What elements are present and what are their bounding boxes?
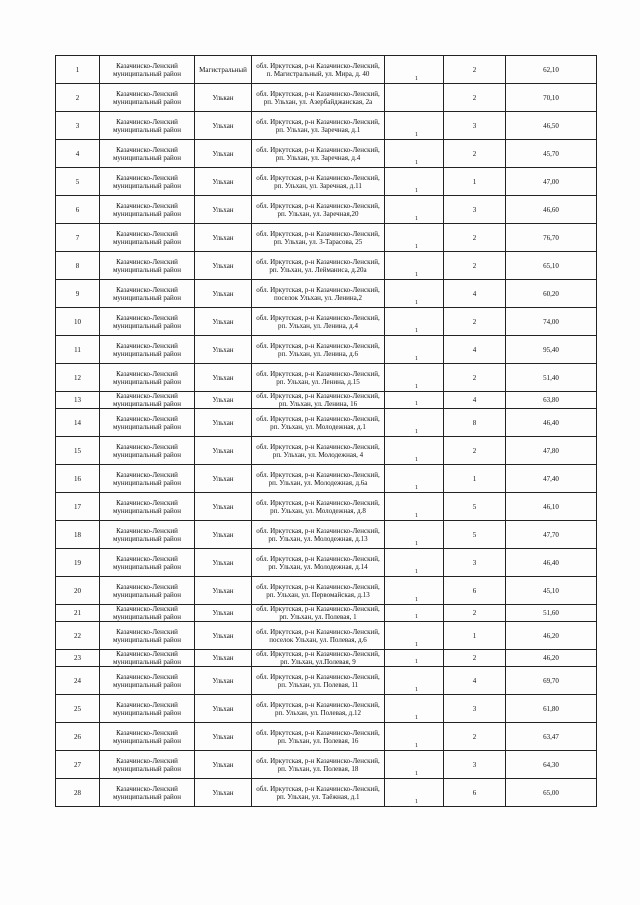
- address-cell: обл. Иркутская, р-н Казачинско-Ленский, рп. Ульхан, ул. Первомайская, д.13: [252, 577, 385, 605]
- row-number: 13: [56, 392, 100, 409]
- area-cell: 51,40: [506, 364, 597, 392]
- district-cell: Казачинско-Ленский муниципальный район: [100, 196, 195, 224]
- district-cell: Казачинско-Ленский муниципальный район: [100, 84, 195, 112]
- settlement-cell: Ульхан: [195, 751, 252, 779]
- district-cell: Казачинско-Ленский муниципальный район: [100, 465, 195, 493]
- settlement-cell: Ульхан: [195, 521, 252, 549]
- address-cell: обл. Иркутская, р-н Казачинско-Ленский, рп. Ульхан, ул. Полевая, 16: [252, 723, 385, 751]
- rooms-cell: 2: [444, 364, 506, 392]
- area-cell: 47,40: [506, 465, 597, 493]
- address-cell: обл. Иркутская, р-н Казачинско-Ленский, рп. Ульхан, ул. Молодежная, д.13: [252, 521, 385, 549]
- extra-cell: [385, 308, 444, 336]
- row-number: 28: [56, 779, 100, 807]
- address-cell: обл. Иркутская, р-н Казачинско-Ленский, рп. Ульхан, ул. Заречная, д.4: [252, 140, 385, 168]
- address-cell: обл. Иркутская, р-н Казачинско-Ленский, рп. Ульхан, ул. Заречная, д.11: [252, 168, 385, 196]
- district-cell: Казачинско-Ленский муниципальный район: [100, 779, 195, 807]
- table-row: [56, 196, 597, 224]
- district-cell: Казачинско-Ленский муниципальный район: [100, 224, 195, 252]
- rooms-cell: 2: [444, 650, 506, 667]
- address-cell: обл. Иркутская, р-н Казачинско-Ленский, рп. Ульхан, ул.Полевая, 9: [252, 650, 385, 667]
- address-cell: обл. Иркутская, р-н Казачинско-Ленский, рп. Ульхан, ул. Молодежная, д.1: [252, 409, 385, 437]
- rooms-cell: 3: [444, 695, 506, 723]
- row-number: 2: [56, 84, 100, 112]
- rooms-cell: 2: [444, 224, 506, 252]
- district-cell: Казачинско-Ленский муниципальный район: [100, 695, 195, 723]
- rooms-cell: 4: [444, 392, 506, 409]
- area-cell: 46,20: [506, 650, 597, 667]
- row-number: 24: [56, 667, 100, 695]
- extra-cell: [385, 252, 444, 280]
- extra-cell: [385, 622, 444, 650]
- district-cell: Казачинско-Ленский муниципальный район: [100, 605, 195, 622]
- rooms-cell: 8: [444, 409, 506, 437]
- settlement-cell: Ульхан: [195, 308, 252, 336]
- address-cell: обл. Иркутская, р-н Казачинско-Ленский, поселок Ульхан, ул. Ленина,2: [252, 280, 385, 308]
- address-cell: обл. Иркутская, р-н Казачинско-Ленский, рп. Ульхан, ул. З-Тарасова, 25: [252, 224, 385, 252]
- row-number: 9: [56, 280, 100, 308]
- area-cell: 63,80: [506, 392, 597, 409]
- extra-cell: [385, 392, 444, 409]
- extra-mark: 1: [415, 384, 418, 390]
- address-cell: обл. Иркутская, р-н Казачинско-Ленский, рп. Ульхан, ул. Молодежная, д.8: [252, 493, 385, 521]
- extra-mark: 1: [415, 485, 418, 491]
- settlement-cell: Ульхан: [195, 779, 252, 807]
- rooms-cell: 6: [444, 779, 506, 807]
- extra-mark: 1: [415, 244, 418, 250]
- row-number: 1: [56, 56, 100, 84]
- district-cell: Казачинско-Ленский муниципальный район: [100, 622, 195, 650]
- area-cell: 74,00: [506, 308, 597, 336]
- area-cell: 62,10: [506, 56, 597, 84]
- extra-cell: [385, 409, 444, 437]
- district-cell: Казачинско-Ленский муниципальный район: [100, 364, 195, 392]
- area-cell: 46,40: [506, 549, 597, 577]
- extra-cell: [385, 493, 444, 521]
- address-cell: обл. Иркутская, р-н Казачинско-Ленский, п. Магистральный, ул. Мира, д. 40: [252, 56, 385, 84]
- rooms-cell: 3: [444, 751, 506, 779]
- row-number: 16: [56, 465, 100, 493]
- settlement-cell: Ульхан: [195, 140, 252, 168]
- rooms-cell: 2: [444, 84, 506, 112]
- rooms-cell: 2: [444, 56, 506, 84]
- settlement-cell: Ульхан: [195, 577, 252, 605]
- settlement-cell: Ульхан: [195, 392, 252, 409]
- row-number: 4: [56, 140, 100, 168]
- address-cell: обл. Иркутская, р-н Казачинско-Ленский, рп. Ульхан, ул. Лейманиса, д.20а: [252, 252, 385, 280]
- district-cell: Казачинско-Ленский муниципальный район: [100, 112, 195, 140]
- rooms-cell: 3: [444, 112, 506, 140]
- extra-mark: 1: [415, 513, 418, 519]
- row-number: 15: [56, 437, 100, 465]
- row-number: 10: [56, 308, 100, 336]
- district-cell: Казачинско-Ленский муниципальный район: [100, 336, 195, 364]
- row-number: 14: [56, 409, 100, 437]
- address-cell: обл. Иркутская, р-н Казачинско-Ленский, рп. Ульхан, ул. Ленина, д.4: [252, 308, 385, 336]
- area-cell: 70,10: [506, 84, 597, 112]
- area-cell: 76,70: [506, 224, 597, 252]
- extra-cell: [385, 280, 444, 308]
- address-cell: обл. Иркутская, р-н Казачинско-Ленский, поселок Ульхан, ул. Полевая, д.6: [252, 622, 385, 650]
- extra-cell: [385, 196, 444, 224]
- settlement-cell: Ульхан: [195, 364, 252, 392]
- table-row: [56, 56, 597, 84]
- table-row: [56, 779, 597, 807]
- table-row: [56, 751, 597, 779]
- table-row: [56, 650, 597, 667]
- extra-mark: 1: [415, 715, 418, 721]
- settlement-cell: Ульхан: [195, 695, 252, 723]
- area-cell: 47,70: [506, 521, 597, 549]
- extra-cell: [385, 112, 444, 140]
- extra-cell: [385, 779, 444, 807]
- area-cell: 45,10: [506, 577, 597, 605]
- district-cell: Казачинско-Ленский муниципальный район: [100, 252, 195, 280]
- extra-cell: [385, 224, 444, 252]
- extra-mark: 1: [415, 771, 418, 777]
- address-cell: обл. Иркутская, р-н Казачинско-Ленский, рп. Ульхан, ул. Ленина, 16: [252, 392, 385, 409]
- area-cell: 47,00: [506, 168, 597, 196]
- table-row: [56, 465, 597, 493]
- table-row: [56, 112, 597, 140]
- rooms-cell: 1: [444, 465, 506, 493]
- row-number: 22: [56, 622, 100, 650]
- address-cell: обл. Иркутская, р-н Казачинско-Ленский, рп. Ульхан, ул. Азербайджанская, 2а: [252, 84, 385, 112]
- rooms-cell: 2: [444, 437, 506, 465]
- area-cell: 46,40: [506, 409, 597, 437]
- extra-cell: [385, 465, 444, 493]
- table-row: [56, 280, 597, 308]
- extra-mark: 1: [415, 743, 418, 749]
- row-number: 20: [56, 577, 100, 605]
- extra-mark: 1: [415, 76, 418, 82]
- address-cell: обл. Иркутская, р-н Казачинско-Ленский, рп. Ульхан, ул. Молодежная, д.6а: [252, 465, 385, 493]
- rooms-cell: 2: [444, 605, 506, 622]
- extra-mark: 1: [415, 614, 418, 620]
- address-cell: обл. Иркутская, р-н Казачинско-Ленский, рп. Ульхан, ул. Полевая, 18: [252, 751, 385, 779]
- extra-cell: [385, 751, 444, 779]
- district-cell: Казачинско-Ленский муниципальный район: [100, 308, 195, 336]
- housing-table: [55, 55, 597, 807]
- area-cell: 63,47: [506, 723, 597, 751]
- area-cell: 65,00: [506, 779, 597, 807]
- settlement-cell: Ульхан: [195, 409, 252, 437]
- area-cell: 47,80: [506, 437, 597, 465]
- extra-mark: 1: [415, 799, 418, 805]
- settlement-cell: Ульхан: [195, 224, 252, 252]
- row-number: 21: [56, 605, 100, 622]
- table-row: [56, 140, 597, 168]
- extra-mark: 1: [415, 569, 418, 575]
- row-number: 25: [56, 695, 100, 723]
- extra-cell: [385, 650, 444, 667]
- rooms-cell: 2: [444, 308, 506, 336]
- settlement-cell: Ульхан: [195, 280, 252, 308]
- row-number: 3: [56, 112, 100, 140]
- rooms-cell: 1: [444, 622, 506, 650]
- settlement-cell: Ульхан: [195, 493, 252, 521]
- settlement-cell: Ульхан: [195, 437, 252, 465]
- settlement-cell: Ульхан: [195, 650, 252, 667]
- rooms-cell: 4: [444, 667, 506, 695]
- settlement-cell: Ульхан: [195, 465, 252, 493]
- table-row: [56, 695, 597, 723]
- area-cell: 51,60: [506, 605, 597, 622]
- table-row: [56, 252, 597, 280]
- district-cell: Казачинско-Ленский муниципальный район: [100, 493, 195, 521]
- extra-cell: [385, 140, 444, 168]
- extra-cell: [385, 336, 444, 364]
- extra-cell: [385, 437, 444, 465]
- extra-mark: 1: [415, 687, 418, 693]
- area-cell: 95,40: [506, 336, 597, 364]
- table-row: [56, 437, 597, 465]
- extra-mark: 1: [415, 457, 418, 463]
- extra-mark: 1: [415, 160, 418, 166]
- rooms-cell: 3: [444, 549, 506, 577]
- area-cell: 46,60: [506, 196, 597, 224]
- settlement-cell: Ульхан: [195, 605, 252, 622]
- rooms-cell: 4: [444, 280, 506, 308]
- table-row: [56, 667, 597, 695]
- address-cell: обл. Иркутская, р-н Казачинско-Ленский, рп. Ульхан, ул. Заречная,20: [252, 196, 385, 224]
- extra-cell: [385, 667, 444, 695]
- settlement-cell: Ульхан: [195, 622, 252, 650]
- rooms-cell: 2: [444, 140, 506, 168]
- extra-cell: [385, 695, 444, 723]
- extra-cell: [385, 577, 444, 605]
- settlement-cell: Магистральный: [195, 56, 252, 84]
- area-cell: 46,10: [506, 493, 597, 521]
- extra-mark: 1: [415, 328, 418, 334]
- extra-mark: 1: [415, 132, 418, 138]
- extra-cell: [385, 521, 444, 549]
- row-number: 7: [56, 224, 100, 252]
- settlement-cell: Улькан: [195, 84, 252, 112]
- row-number: 26: [56, 723, 100, 751]
- district-cell: Казачинско-Ленский муниципальный район: [100, 168, 195, 196]
- district-cell: Казачинско-Ленский муниципальный район: [100, 549, 195, 577]
- address-cell: обл. Иркутская, р-н Казачинско-Ленский, рп. Ульхан, ул. Молодежная, 4: [252, 437, 385, 465]
- rooms-cell: 2: [444, 723, 506, 751]
- settlement-cell: Ульхан: [195, 196, 252, 224]
- extra-mark: 1: [415, 597, 418, 603]
- extra-mark: 1: [415, 429, 418, 435]
- extra-cell: [385, 549, 444, 577]
- table-row: [56, 224, 597, 252]
- row-number: 8: [56, 252, 100, 280]
- row-number: 11: [56, 336, 100, 364]
- extra-cell: [385, 605, 444, 622]
- table-row: [56, 622, 597, 650]
- table-row: [56, 549, 597, 577]
- extra-cell: [385, 84, 444, 112]
- area-cell: 46,50: [506, 112, 597, 140]
- area-cell: 65,10: [506, 252, 597, 280]
- table-row: [56, 364, 597, 392]
- settlement-cell: Ульхан: [195, 336, 252, 364]
- district-cell: Казачинско-Ленский муниципальный район: [100, 723, 195, 751]
- address-cell: обл. Иркутская, р-н Казачинско-Ленский, рп. Ульхан, ул. Таёжная, д.1: [252, 779, 385, 807]
- table-row: [56, 605, 597, 622]
- address-cell: обл. Иркутская, р-н Казачинско-Ленский, рп. Ульхан, ул. Полевая, д.12: [252, 695, 385, 723]
- extra-mark: 1: [415, 401, 418, 407]
- settlement-cell: Ульхан: [195, 549, 252, 577]
- rooms-cell: 6: [444, 577, 506, 605]
- row-number: 19: [56, 549, 100, 577]
- table-row: [56, 493, 597, 521]
- table-body: [56, 56, 597, 807]
- district-cell: Казачинско-Ленский муниципальный район: [100, 521, 195, 549]
- district-cell: Казачинско-Ленский муниципальный район: [100, 437, 195, 465]
- row-number: 6: [56, 196, 100, 224]
- rooms-cell: 3: [444, 196, 506, 224]
- extra-mark: 1: [415, 272, 418, 278]
- table-row: [56, 409, 597, 437]
- extra-mark: 1: [415, 642, 418, 648]
- row-number: 18: [56, 521, 100, 549]
- district-cell: Казачинско-Ленский муниципальный район: [100, 140, 195, 168]
- rooms-cell: 2: [444, 252, 506, 280]
- rooms-cell: 5: [444, 521, 506, 549]
- extra-mark: 1: [415, 356, 418, 362]
- row-number: 5: [56, 168, 100, 196]
- settlement-cell: Ульхан: [195, 723, 252, 751]
- settlement-cell: Ульхан: [195, 252, 252, 280]
- district-cell: Казачинско-Ленский муниципальный район: [100, 751, 195, 779]
- area-cell: 69,70: [506, 667, 597, 695]
- extra-mark: 1: [415, 541, 418, 547]
- extra-cell: [385, 56, 444, 84]
- extra-mark: 1: [415, 659, 418, 665]
- table-row: [56, 577, 597, 605]
- rooms-cell: 4: [444, 336, 506, 364]
- row-number: 17: [56, 493, 100, 521]
- area-cell: 46,20: [506, 622, 597, 650]
- table-row: [56, 308, 597, 336]
- table-row: [56, 84, 597, 112]
- area-cell: 60,20: [506, 280, 597, 308]
- extra-mark: 1: [415, 216, 418, 222]
- settlement-cell: Ульхан: [195, 112, 252, 140]
- settlement-cell: Ульхан: [195, 168, 252, 196]
- extra-cell: [385, 723, 444, 751]
- address-cell: обл. Иркутская, р-н Казачинско-Ленский, рп. Ульхан, ул. Ленина, д.15: [252, 364, 385, 392]
- row-number: 23: [56, 650, 100, 667]
- row-number: 12: [56, 364, 100, 392]
- district-cell: Казачинско-Ленский муниципальный район: [100, 280, 195, 308]
- table-row: [56, 168, 597, 196]
- table-row: [56, 336, 597, 364]
- row-number: 27: [56, 751, 100, 779]
- extra-cell: [385, 364, 444, 392]
- district-cell: Казачинско-Ленский муниципальный район: [100, 392, 195, 409]
- settlement-cell: Ульхан: [195, 667, 252, 695]
- extra-mark: 1: [415, 188, 418, 194]
- table-row: [56, 723, 597, 751]
- address-cell: обл. Иркутская, р-н Казачинско-Ленский, рп. Ульхан, ул. Ленина, д.6: [252, 336, 385, 364]
- district-cell: Казачинско-Ленский муниципальный район: [100, 667, 195, 695]
- extra-cell: [385, 168, 444, 196]
- table-row: [56, 521, 597, 549]
- address-cell: обл. Иркутская, р-н Казачинско-Ленский, рп. Ульхан, ул. Полевая, 11: [252, 667, 385, 695]
- table-row: [56, 392, 597, 409]
- address-cell: обл. Иркутская, р-н Казачинско-Ленский, рп. Ульхан, ул. Молодежная, д.14: [252, 549, 385, 577]
- district-cell: Казачинско-Ленский муниципальный район: [100, 409, 195, 437]
- extra-mark: 1: [415, 300, 418, 306]
- rooms-cell: 1: [444, 168, 506, 196]
- rooms-cell: 5: [444, 493, 506, 521]
- area-cell: 45,70: [506, 140, 597, 168]
- district-cell: Казачинско-Ленский муниципальный район: [100, 650, 195, 667]
- address-cell: обл. Иркутская, р-н Казачинско-Ленский, рп. Ульхан, ул. Заречная, д.1: [252, 112, 385, 140]
- address-cell: обл. Иркутская, р-н Казачинско-Ленский, рп. Ульхан, ул. Полевая, 1: [252, 605, 385, 622]
- district-cell: Казачинско-Ленский муниципальный район: [100, 577, 195, 605]
- area-cell: 64,30: [506, 751, 597, 779]
- district-cell: Казачинско-Ленский муниципальный район: [100, 56, 195, 84]
- area-cell: 61,80: [506, 695, 597, 723]
